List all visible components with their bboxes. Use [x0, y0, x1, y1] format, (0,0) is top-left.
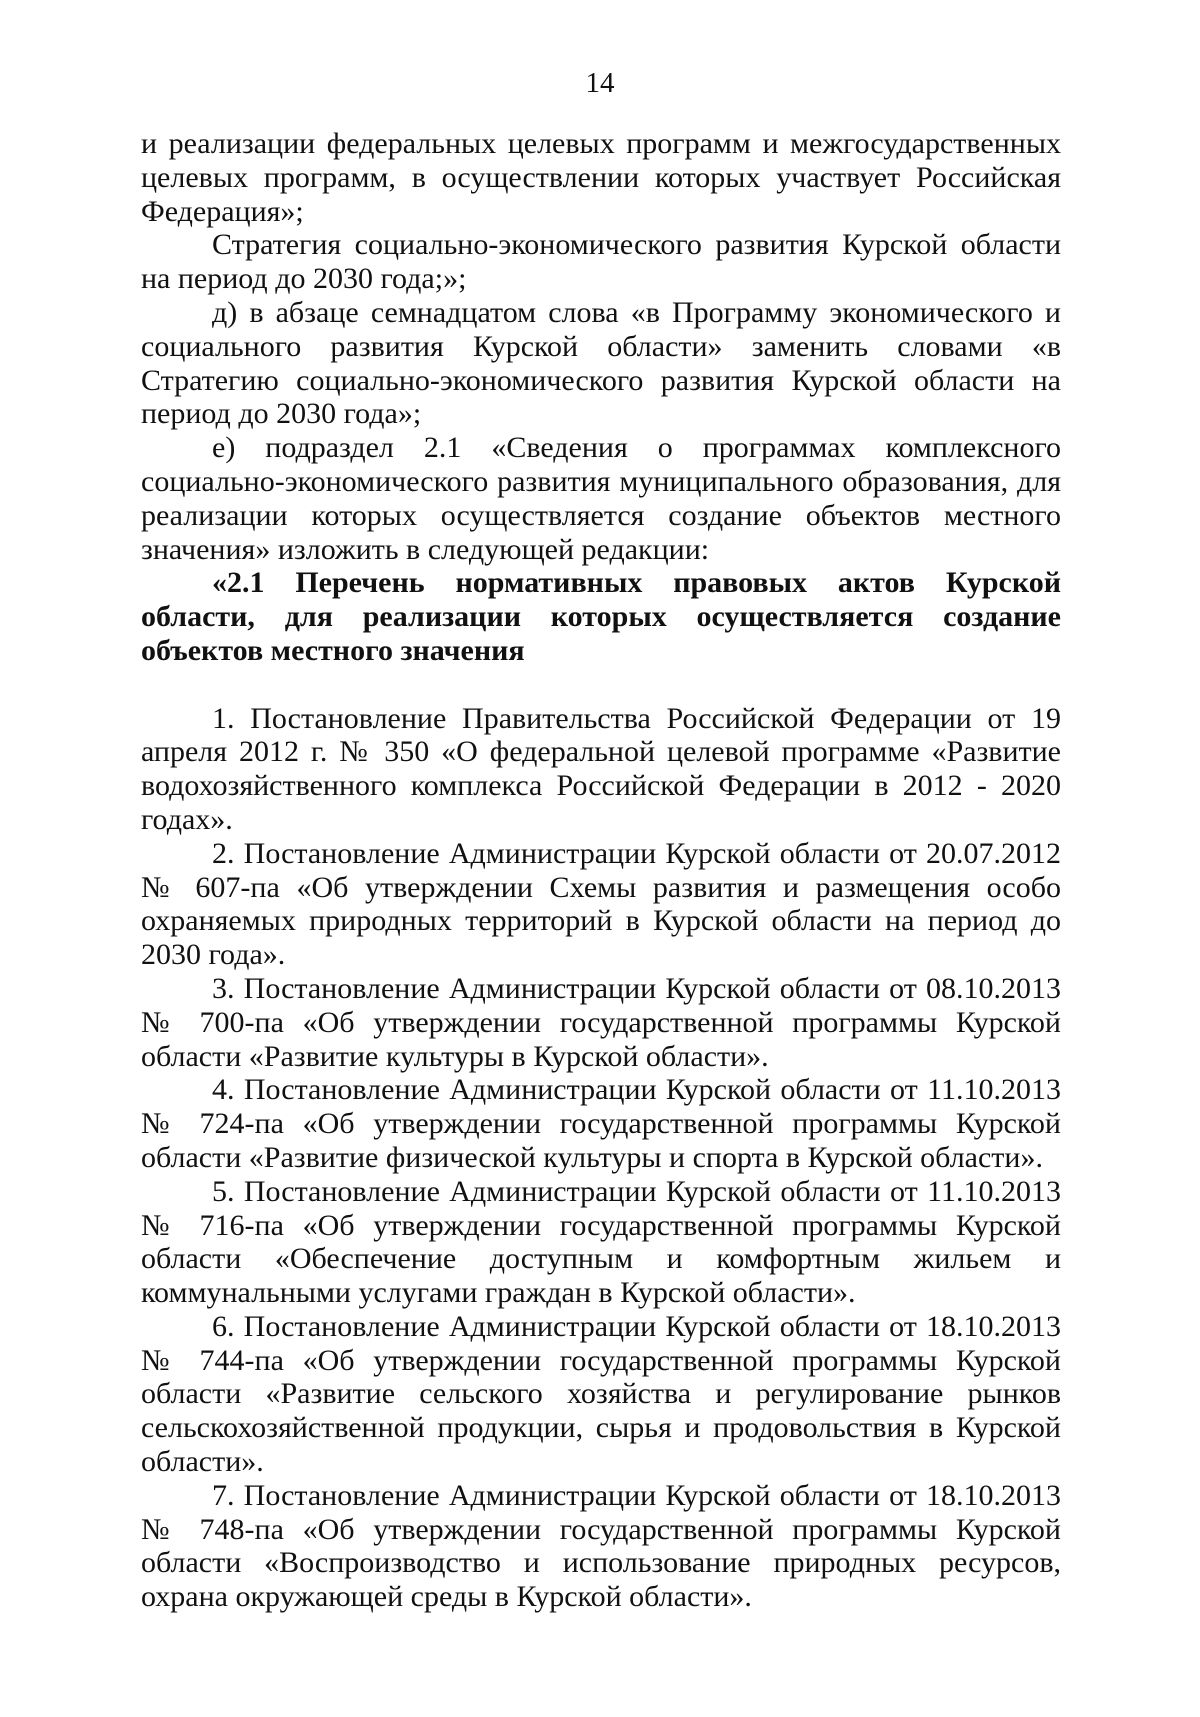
list-item: 1. Постановление Правительства Российской Федерации от 19 апреля 2012 г. № 350 «О федеральной целевой программе «Развитие водохозяйственного комплекса Российской Федерации в 2012 - 2020 годах».	[141, 701, 1061, 836]
list-item: 2. Постановление Администрации Курской области от 20.07.2012 № 607-па «Об утверждении Схемы развития и размещения особо охраняемых природных территорий в Курской области на период до 2030 года».	[141, 836, 1061, 972]
paragraph-continuation: и реализации федеральных целевых программ и межгосударственных целевых программ, в осуществлении которых участвует Российская Федерация»;	[141, 127, 1061, 228]
list-item: 7. Постановление Администрации Курской области от 18.10.2013 № 748-па «Об утверждении государственной программы Курской области «Воспроизводство и использование природных ресурсов, охрана окружающей среды в Курской области».	[141, 1478, 1061, 1614]
paragraph-item-d: д) в абзаце семнадцатом слова «в Программу экономического и социального развития Курской области» заменить словами «в Стратегию социально-экономического развития Курской области на период до 2030 года»;	[141, 295, 1061, 431]
paragraph-item-e: е) подраздел 2.1 «Сведения о программах комплексного социально-экономического развития муниципального образования, для реализации которых осуществляется создание объектов местного значения» изложить в следующей редакции:	[141, 431, 1061, 566]
document-body	[141, 127, 1061, 1614]
page-number: 14	[585, 67, 615, 99]
section-heading: «2.1 Перечень нормативных правовых актов Курской области, для реализации которых осуществляется создание объектов местного значения	[141, 566, 1061, 667]
list-item: 5. Постановление Администрации Курской области от 11.10.2013 № 716-па «Об утверждении государственной программы Курской области «Обеспечение доступным и комфортным жильем и коммунальными услугами граждан в Курской области».	[141, 1174, 1061, 1310]
list-item: 6. Постановление Администрации Курской области от 18.10.2013 № 744-па «Об утверждении государственной программы Курской области «Развитие сельского хозяйства и регулирование рынков сельскохозяйственной продукции, сырья и продовольствия в Курской области».	[141, 1309, 1061, 1479]
paragraph-strategy: Стратегия социально-экономического развития Курской области на период до 2030 года;»;	[141, 228, 1061, 296]
list-item: 4. Постановление Администрации Курской области от 11.10.2013 № 724-па «Об утверждении государственной программы Курской области «Развитие физической культуры и спорта в Курской области».	[141, 1073, 1061, 1174]
list-item: 3. Постановление Администрации Курской области от 08.10.2013 № 700-па «Об утверждении государственной программы Курской области «Развитие культуры в Курской области».	[141, 971, 1061, 1073]
